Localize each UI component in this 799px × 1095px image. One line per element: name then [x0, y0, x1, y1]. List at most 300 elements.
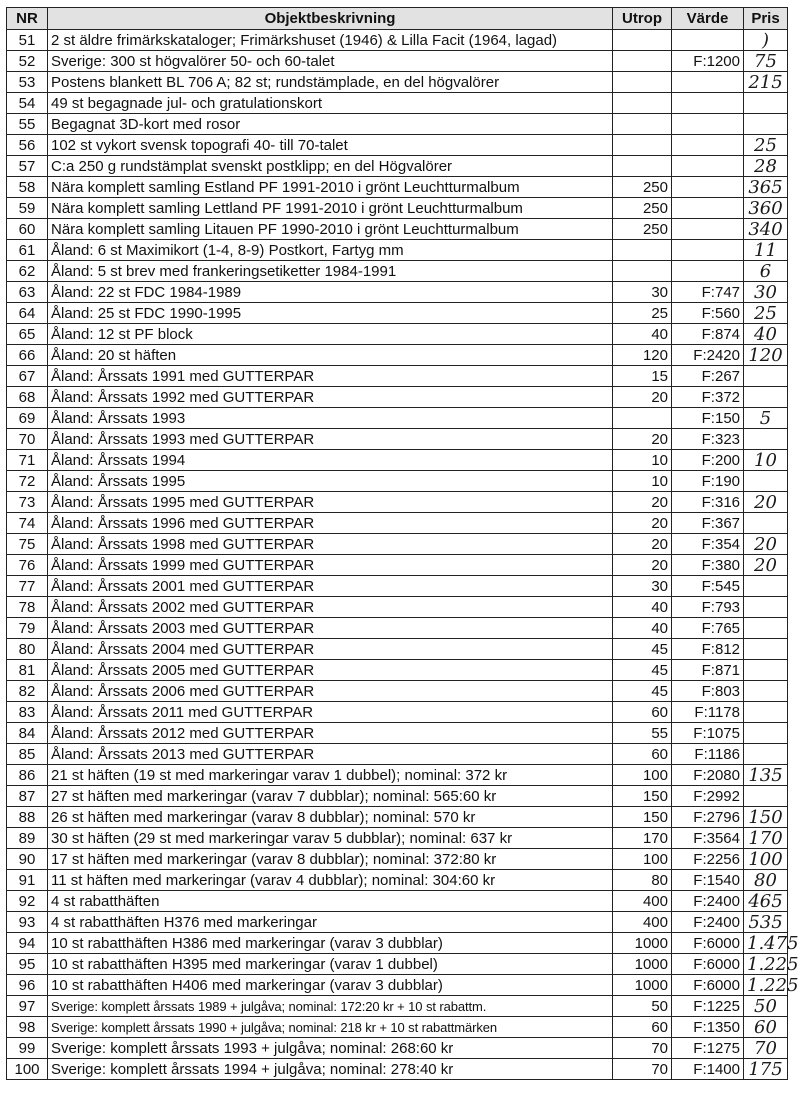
lot-pris-handwritten: 11 — [744, 240, 788, 261]
lot-pris-handwritten — [744, 786, 788, 807]
lot-number: 63 — [7, 282, 48, 303]
lot-varde: F:267 — [672, 366, 744, 387]
lot-pris-handwritten: 6 — [744, 261, 788, 282]
lot-varde: F:793 — [672, 597, 744, 618]
lot-pris-handwritten: 25 — [744, 135, 788, 156]
lot-utrop: 45 — [613, 660, 672, 681]
lot-pris-handwritten: 50 — [744, 996, 788, 1017]
lot-number: 77 — [7, 576, 48, 597]
lot-description: 30 st häften (29 st med markeringar varav 5 dubblar); nominal: 637 kr — [48, 828, 613, 849]
table-row — [7, 807, 788, 828]
auction-lot-sheet — [6, 7, 799, 1080]
lot-pris-handwritten — [744, 702, 788, 723]
lot-utrop: 1000 — [613, 975, 672, 996]
lot-varde: F:2400 — [672, 912, 744, 933]
lot-number: 99 — [7, 1038, 48, 1059]
lot-description: 11 st häften med markeringar (varav 4 dubblar); nominal: 304:60 kr — [48, 870, 613, 891]
table-row — [7, 555, 788, 576]
table-row — [7, 765, 788, 786]
lot-description: 21 st häften (19 st med markeringar varav 1 dubbel); nominal: 372 kr — [48, 765, 613, 786]
lot-description: Sverige: komplett årssats 1994 + julgåva; nominal: 278:40 kr — [48, 1059, 613, 1080]
lot-description: Åland: Årssats 2006 med GUTTERPAR — [48, 681, 613, 702]
table-row — [7, 891, 788, 912]
table-row — [7, 177, 788, 198]
lot-utrop: 400 — [613, 891, 672, 912]
lot-description: Åland: Årssats 2012 med GUTTERPAR — [48, 723, 613, 744]
lot-utrop: 150 — [613, 807, 672, 828]
lot-utrop: 15 — [613, 366, 672, 387]
table-row — [7, 849, 788, 870]
table-row — [7, 366, 788, 387]
lot-description: Nära komplett samling Estland PF 1991-2010 i grönt Leuchtturmalbum — [48, 177, 613, 198]
lot-varde: F:545 — [672, 576, 744, 597]
lot-description: 102 st vykort svensk topografi 40- till 70-talet — [48, 135, 613, 156]
lot-pris-handwritten — [744, 660, 788, 681]
lot-number: 86 — [7, 765, 48, 786]
lot-description: Åland: Årssats 1995 — [48, 471, 613, 492]
lot-pris-handwritten: 360 — [744, 198, 788, 219]
lot-utrop: 20 — [613, 387, 672, 408]
header-utrop: Utrop — [613, 8, 672, 30]
lot-varde: F:6000 — [672, 954, 744, 975]
lot-utrop — [613, 261, 672, 282]
lot-number: 66 — [7, 345, 48, 366]
lot-varde — [672, 93, 744, 114]
lot-description: 17 st häften med markeringar (varav 8 dubblar); nominal: 372:80 kr — [48, 849, 613, 870]
lot-description: Åland: Årssats 2001 med GUTTERPAR — [48, 576, 613, 597]
table-row — [7, 618, 788, 639]
lot-description: Åland: 20 st häften — [48, 345, 613, 366]
table-row — [7, 996, 788, 1017]
lot-varde — [672, 72, 744, 93]
lot-utrop: 20 — [613, 555, 672, 576]
table-row — [7, 156, 788, 177]
table-row — [7, 345, 788, 366]
lot-varde: F:2256 — [672, 849, 744, 870]
lot-number: 88 — [7, 807, 48, 828]
lot-number: 92 — [7, 891, 48, 912]
table-row — [7, 429, 788, 450]
lot-description: Åland: Årssats 1998 med GUTTERPAR — [48, 534, 613, 555]
lot-description: Åland: 12 st PF block — [48, 324, 613, 345]
lot-pris-handwritten: 20 — [744, 534, 788, 555]
lot-pris-handwritten: 1.475 — [744, 933, 788, 954]
lot-description: Åland: Årssats 2003 med GUTTERPAR — [48, 618, 613, 639]
lot-varde — [672, 135, 744, 156]
lot-pris-handwritten: 1.225 — [744, 954, 788, 975]
lot-utrop — [613, 93, 672, 114]
lot-description: Åland: Årssats 1993 — [48, 408, 613, 429]
lot-number: 72 — [7, 471, 48, 492]
table-row — [7, 1017, 788, 1038]
header-description: Objektbeskrivning — [48, 8, 613, 30]
table-row — [7, 702, 788, 723]
lot-description: 4 st rabatthäften — [48, 891, 613, 912]
lot-varde: F:2400 — [672, 891, 744, 912]
lot-varde — [672, 219, 744, 240]
table-row — [7, 471, 788, 492]
lot-description: C:a 250 g rundstämplat svenskt postklipp; en del Högvalörer — [48, 156, 613, 177]
lot-description: 10 st rabatthäften H395 med markeringar (varav 1 dubbel) — [48, 954, 613, 975]
lot-pris-handwritten — [744, 639, 788, 660]
lot-varde: F:316 — [672, 492, 744, 513]
lot-description: Åland: Årssats 1992 med GUTTERPAR — [48, 387, 613, 408]
lot-varde: F:1186 — [672, 744, 744, 765]
lot-number: 54 — [7, 93, 48, 114]
lot-number: 96 — [7, 975, 48, 996]
table-row — [7, 450, 788, 471]
table-row — [7, 786, 788, 807]
lot-pris-handwritten: 170 — [744, 828, 788, 849]
lot-number: 67 — [7, 366, 48, 387]
lot-varde: F:372 — [672, 387, 744, 408]
lot-utrop: 55 — [613, 723, 672, 744]
lot-number: 100 — [7, 1059, 48, 1080]
lot-number: 84 — [7, 723, 48, 744]
lot-utrop: 60 — [613, 702, 672, 723]
lot-varde: F:200 — [672, 450, 744, 471]
header-nr: NR — [7, 8, 48, 30]
table-row — [7, 912, 788, 933]
lot-pris-handwritten: 100 — [744, 849, 788, 870]
lot-varde: F:2080 — [672, 765, 744, 786]
lot-utrop — [613, 240, 672, 261]
lot-varde: F:1178 — [672, 702, 744, 723]
lot-pris-handwritten: 150 — [744, 807, 788, 828]
lot-utrop: 45 — [613, 681, 672, 702]
lot-pris-handwritten: 10 — [744, 450, 788, 471]
lot-number: 60 — [7, 219, 48, 240]
table-row — [7, 30, 788, 51]
lot-description: Åland: Årssats 1996 med GUTTERPAR — [48, 513, 613, 534]
lot-number: 51 — [7, 30, 48, 51]
lot-varde: F:3564 — [672, 828, 744, 849]
lot-varde: F:812 — [672, 639, 744, 660]
lot-pris-handwritten: 5 — [744, 408, 788, 429]
lot-description: Åland: Årssats 2011 med GUTTERPAR — [48, 702, 613, 723]
lot-description: Åland: Årssats 2005 med GUTTERPAR — [48, 660, 613, 681]
lot-description: Sverige: komplett årssats 1993 + julgåva; nominal: 268:60 kr — [48, 1038, 613, 1059]
lot-description: Sverige: 300 st högvalörer 50- och 60-talet — [48, 51, 613, 72]
lot-number: 55 — [7, 114, 48, 135]
table-row — [7, 492, 788, 513]
lot-utrop: 250 — [613, 219, 672, 240]
lot-description: Åland: Årssats 2013 med GUTTERPAR — [48, 744, 613, 765]
lot-utrop: 70 — [613, 1038, 672, 1059]
lot-description: Åland: Årssats 1991 med GUTTERPAR — [48, 366, 613, 387]
lot-utrop: 70 — [613, 1059, 672, 1080]
lot-utrop: 400 — [613, 912, 672, 933]
lot-utrop: 40 — [613, 324, 672, 345]
auction-lot-table — [6, 7, 799, 1080]
lot-number: 89 — [7, 828, 48, 849]
lot-number: 81 — [7, 660, 48, 681]
lot-utrop: 30 — [613, 576, 672, 597]
lot-utrop: 20 — [613, 513, 672, 534]
table-row — [7, 114, 788, 135]
lot-description: 4 st rabatthäften H376 med markeringar — [48, 912, 613, 933]
lot-pris-handwritten: 535 — [744, 912, 788, 933]
lot-varde — [672, 114, 744, 135]
lot-number: 68 — [7, 387, 48, 408]
table-row — [7, 93, 788, 114]
lot-varde: F:354 — [672, 534, 744, 555]
table-row — [7, 198, 788, 219]
lot-description: Åland: 22 st FDC 1984-1989 — [48, 282, 613, 303]
table-row — [7, 324, 788, 345]
lot-number: 57 — [7, 156, 48, 177]
lot-utrop: 45 — [613, 639, 672, 660]
lot-number: 78 — [7, 597, 48, 618]
lot-pris-handwritten: 20 — [744, 492, 788, 513]
lot-number: 73 — [7, 492, 48, 513]
lot-description: 49 st begagnade jul- och gratulationskort — [48, 93, 613, 114]
table-row — [7, 723, 788, 744]
lot-utrop: 250 — [613, 177, 672, 198]
lot-utrop: 60 — [613, 744, 672, 765]
lot-number: 97 — [7, 996, 48, 1017]
lot-pris-handwritten: 215 — [744, 72, 788, 93]
table-row — [7, 744, 788, 765]
lot-varde: F:150 — [672, 408, 744, 429]
lot-pris-handwritten: 340 — [744, 219, 788, 240]
lot-varde: F:1540 — [672, 870, 744, 891]
table-row — [7, 534, 788, 555]
lot-pris-handwritten — [744, 723, 788, 744]
lot-description: Åland: Årssats 2002 med GUTTERPAR — [48, 597, 613, 618]
lot-varde: F:2796 — [672, 807, 744, 828]
lot-pris-handwritten — [744, 513, 788, 534]
lot-pris-handwritten: 120 — [744, 345, 788, 366]
lot-varde: F:765 — [672, 618, 744, 639]
lot-description: 2 st äldre frimärkskataloger; Frimärkshuset (1946) & Lilla Facit (1964, lagad) — [48, 30, 613, 51]
table-row — [7, 597, 788, 618]
lot-number: 64 — [7, 303, 48, 324]
lot-description: Nära komplett samling Litauen PF 1990-2010 i grönt Leuchtturmalbum — [48, 219, 613, 240]
lot-varde: F:1075 — [672, 723, 744, 744]
lot-number: 76 — [7, 555, 48, 576]
lot-utrop: 30 — [613, 282, 672, 303]
lot-pris-handwritten: 25 — [744, 303, 788, 324]
lot-pris-handwritten — [744, 681, 788, 702]
table-row — [7, 51, 788, 72]
lot-varde: F:367 — [672, 513, 744, 534]
lot-number: 85 — [7, 744, 48, 765]
table-row — [7, 408, 788, 429]
lot-description: Åland: 25 st FDC 1990-1995 — [48, 303, 613, 324]
lot-utrop: 120 — [613, 345, 672, 366]
lot-description: 26 st häften med markeringar (varav 8 dubblar); nominal: 570 kr — [48, 807, 613, 828]
lot-varde: F:2420 — [672, 345, 744, 366]
lot-pris-handwritten — [744, 93, 788, 114]
lot-utrop — [613, 408, 672, 429]
lot-pris-handwritten — [744, 744, 788, 765]
lot-varde — [672, 240, 744, 261]
lot-pris-handwritten: 40 — [744, 324, 788, 345]
lot-utrop: 20 — [613, 492, 672, 513]
lot-pris-handwritten — [744, 471, 788, 492]
lot-number: 61 — [7, 240, 48, 261]
lot-varde: F:323 — [672, 429, 744, 450]
lot-varde — [672, 177, 744, 198]
header-varde: Värde — [672, 8, 744, 30]
lot-number: 53 — [7, 72, 48, 93]
lot-number: 69 — [7, 408, 48, 429]
lot-number: 79 — [7, 618, 48, 639]
lot-varde: F:1200 — [672, 51, 744, 72]
table-row — [7, 261, 788, 282]
lot-pris-handwritten: ) — [744, 30, 788, 51]
lot-number: 74 — [7, 513, 48, 534]
lot-varde: F:1275 — [672, 1038, 744, 1059]
lot-description: Åland: 5 st brev med frankeringsetiketter 1984-1991 — [48, 261, 613, 282]
lot-pris-handwritten — [744, 618, 788, 639]
lot-rows — [7, 29, 799, 1080]
lot-utrop: 1000 — [613, 954, 672, 975]
lot-description: Sverige: komplett årssats 1990 + julgåva; nominal: 218 kr + 10 st rabattmärken — [48, 1017, 613, 1038]
table-row — [7, 681, 788, 702]
lot-varde: F:190 — [672, 471, 744, 492]
table-row — [7, 219, 788, 240]
lot-varde: F:2992 — [672, 786, 744, 807]
lot-pris-handwritten: 1.225 — [744, 975, 788, 996]
lot-utrop — [613, 114, 672, 135]
lot-number: 80 — [7, 639, 48, 660]
lot-varde: F:747 — [672, 282, 744, 303]
lot-description: Åland: Årssats 1993 med GUTTERPAR — [48, 429, 613, 450]
lot-pris-handwritten — [744, 114, 788, 135]
lot-utrop — [613, 30, 672, 51]
lot-utrop: 40 — [613, 618, 672, 639]
lot-pris-handwritten: 30 — [744, 282, 788, 303]
lot-varde: F:1350 — [672, 1017, 744, 1038]
lot-varde: F:6000 — [672, 933, 744, 954]
lot-number: 70 — [7, 429, 48, 450]
lot-number: 71 — [7, 450, 48, 471]
table-row — [7, 387, 788, 408]
table-row — [7, 660, 788, 681]
table-row — [7, 135, 788, 156]
lot-utrop: 10 — [613, 471, 672, 492]
lot-varde: F:1400 — [672, 1059, 744, 1080]
lot-utrop: 50 — [613, 996, 672, 1017]
lot-pris-handwritten: 175 — [744, 1059, 788, 1080]
table-row — [7, 72, 788, 93]
table-row — [7, 933, 788, 954]
lot-pris-handwritten: 20 — [744, 555, 788, 576]
table-row — [7, 639, 788, 660]
lot-description: Åland: Årssats 1995 med GUTTERPAR — [48, 492, 613, 513]
lot-varde: F:380 — [672, 555, 744, 576]
table-header-row — [7, 8, 788, 30]
lot-number: 98 — [7, 1017, 48, 1038]
header-pris: Pris — [744, 8, 788, 30]
lot-number: 82 — [7, 681, 48, 702]
lot-varde — [672, 156, 744, 177]
table-row — [7, 576, 788, 597]
lot-utrop — [613, 51, 672, 72]
lot-varde: F:560 — [672, 303, 744, 324]
lot-pris-handwritten — [744, 429, 788, 450]
lot-number: 90 — [7, 849, 48, 870]
table-row — [7, 282, 788, 303]
lot-number: 65 — [7, 324, 48, 345]
table-row — [7, 870, 788, 891]
table-row — [7, 828, 788, 849]
lot-utrop — [613, 156, 672, 177]
lot-utrop: 100 — [613, 849, 672, 870]
lot-utrop: 100 — [613, 765, 672, 786]
table-row — [7, 513, 788, 534]
lot-description: Nära komplett samling Lettland PF 1991-2010 i grönt Leuchtturmalbum — [48, 198, 613, 219]
lot-description: Åland: 6 st Maximikort (1-4, 8-9) Postkort, Fartyg mm — [48, 240, 613, 261]
lot-varde: F:871 — [672, 660, 744, 681]
table-row — [7, 1059, 788, 1080]
lot-utrop — [613, 135, 672, 156]
lot-pris-handwritten: 365 — [744, 177, 788, 198]
lot-number: 56 — [7, 135, 48, 156]
lot-utrop: 25 — [613, 303, 672, 324]
lot-utrop: 170 — [613, 828, 672, 849]
lot-pris-handwritten: 465 — [744, 891, 788, 912]
lot-description: Sverige: komplett årssats 1989 + julgåva; nominal: 172:20 kr + 10 st rabattm. — [48, 996, 613, 1017]
lot-description: Åland: Årssats 1999 med GUTTERPAR — [48, 555, 613, 576]
table-row — [7, 240, 788, 261]
lot-pris-handwritten — [744, 387, 788, 408]
lot-number: 75 — [7, 534, 48, 555]
lot-utrop: 40 — [613, 597, 672, 618]
table-row — [7, 1038, 788, 1059]
lot-description: Begagnat 3D-kort med rosor — [48, 114, 613, 135]
lot-utrop: 250 — [613, 198, 672, 219]
lot-utrop: 1000 — [613, 933, 672, 954]
lot-description: 10 st rabatthäften H406 med markeringar (varav 3 dubblar) — [48, 975, 613, 996]
lot-utrop: 150 — [613, 786, 672, 807]
lot-pris-handwritten: 60 — [744, 1017, 788, 1038]
lot-pris-handwritten: 28 — [744, 156, 788, 177]
lot-utrop: 60 — [613, 1017, 672, 1038]
lot-number: 94 — [7, 933, 48, 954]
lot-description: Åland: Årssats 2004 med GUTTERPAR — [48, 639, 613, 660]
lot-number: 62 — [7, 261, 48, 282]
lot-description: 10 st rabatthäften H386 med markeringar (varav 3 dubblar) — [48, 933, 613, 954]
lot-description: Postens blankett BL 706 A; 82 st; rundstämplade, en del högvalörer — [48, 72, 613, 93]
lot-number: 58 — [7, 177, 48, 198]
lot-description: 27 st häften med markeringar (varav 7 dubblar); nominal: 565:60 kr — [48, 786, 613, 807]
lot-pris-handwritten: 135 — [744, 765, 788, 786]
lot-utrop: 20 — [613, 534, 672, 555]
lot-number: 83 — [7, 702, 48, 723]
lot-utrop — [613, 72, 672, 93]
lot-pris-handwritten: 80 — [744, 870, 788, 891]
lot-number: 91 — [7, 870, 48, 891]
lot-pris-handwritten — [744, 366, 788, 387]
lot-utrop: 10 — [613, 450, 672, 471]
lot-pris-handwritten: 75 — [744, 51, 788, 72]
lot-pris-handwritten: 70 — [744, 1038, 788, 1059]
lot-number: 87 — [7, 786, 48, 807]
lot-varde: F:6000 — [672, 975, 744, 996]
lot-varde — [672, 261, 744, 282]
lot-varde: F:874 — [672, 324, 744, 345]
lot-number: 93 — [7, 912, 48, 933]
lot-pris-handwritten — [744, 576, 788, 597]
table-row — [7, 975, 788, 996]
lot-number: 52 — [7, 51, 48, 72]
lot-varde: F:803 — [672, 681, 744, 702]
lot-utrop: 80 — [613, 870, 672, 891]
lot-number: 95 — [7, 954, 48, 975]
